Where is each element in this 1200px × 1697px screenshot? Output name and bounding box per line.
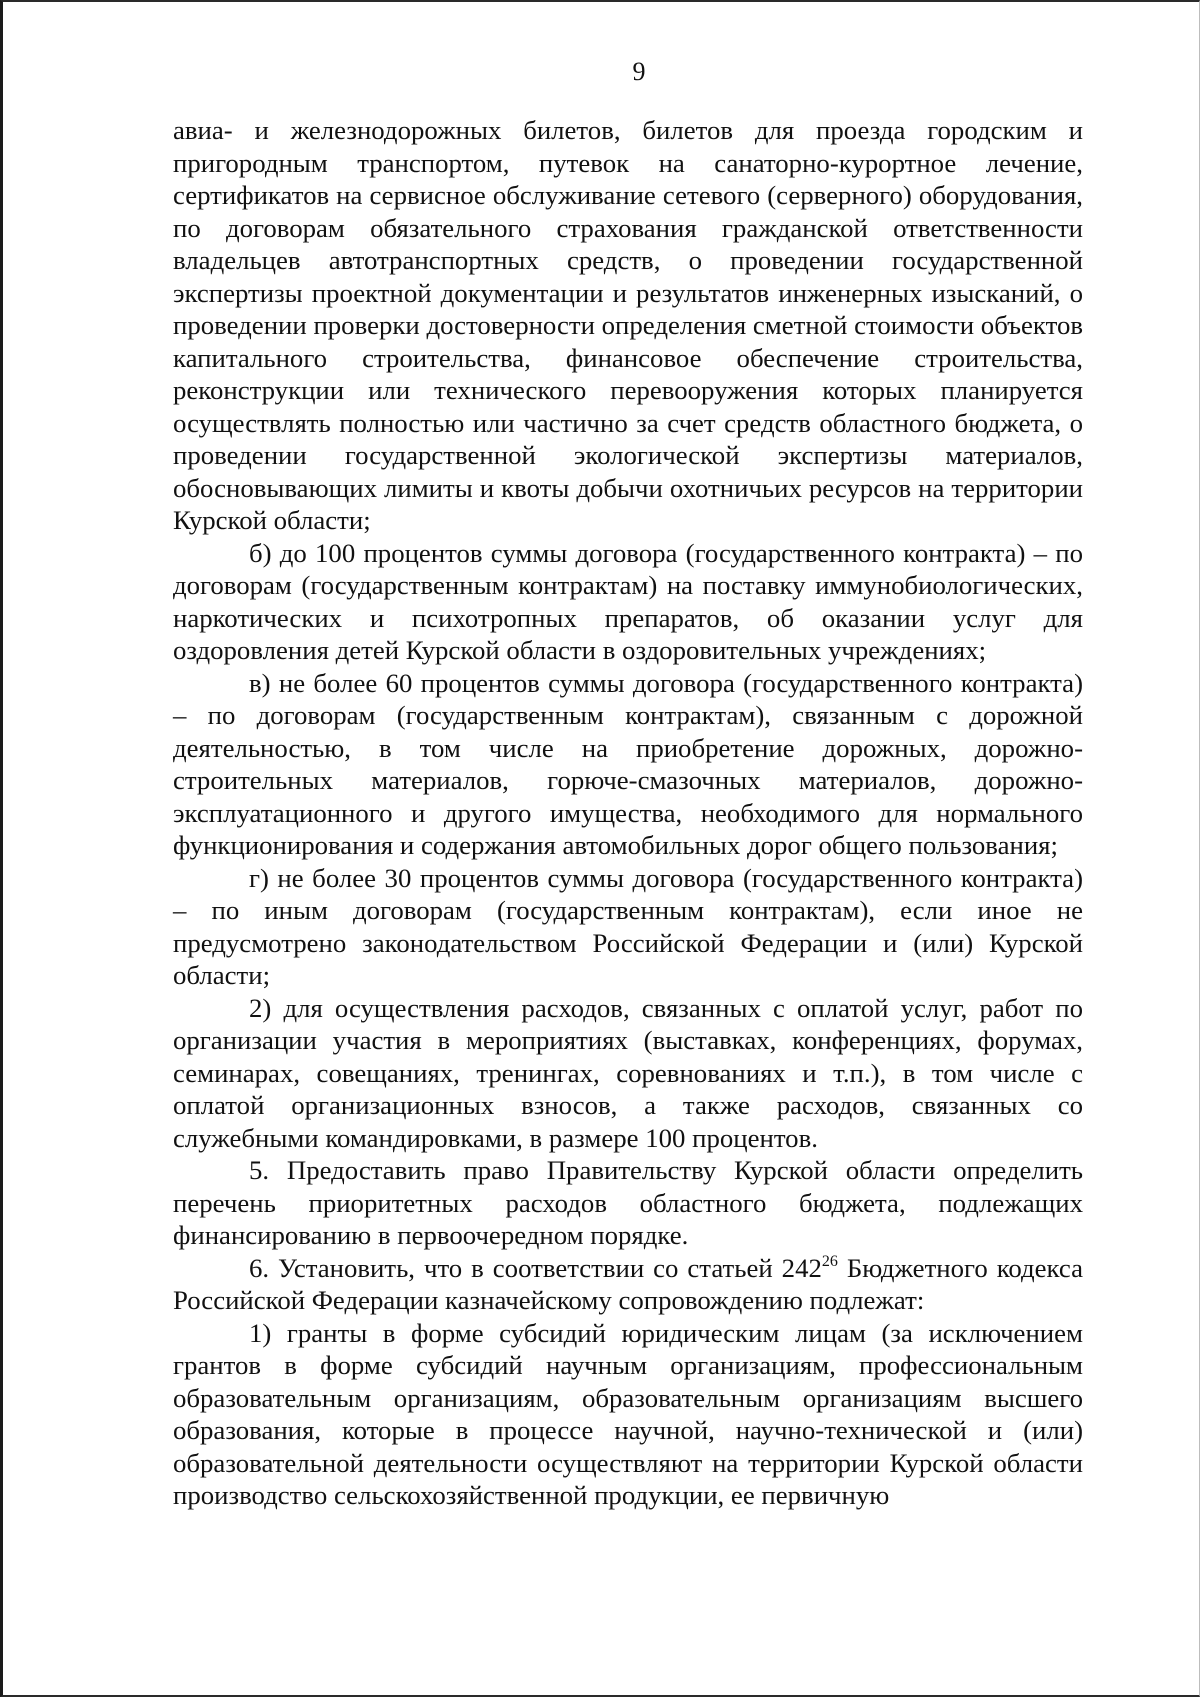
document-page <box>173 52 1083 1512</box>
paragraph-ticket-services: авиа- и железнодорожных билетов, билетов для проезда городским и пригородным транспортом, путевок на санаторно-курортное лечение, сертификатов на сервисное обслуживание сетевого (серверного) оборудования, по договорам обязательного страхования гражданской ответственности владельцев автотранспортных средств, о проведении государственной экспертизы проектной документации и результатов инженерных изысканий, о проведении проверки достоверности определения сметной стоимости объектов капитального строительства, финансовое обеспечение строительства, реконструкции или технического перевооружения которых планируется осуществлять полностью или частично за счет средств областного бюджета, о проведении государственной экологической экспертизы материалов, обосновывающих лимиты и квоты добычи охотничьих ресурсов на территории Курской области; <box>173 115 1083 535</box>
paragraph-item-g: г) не более 30 процентов суммы договора (государственного контракта) – по иным договорам (государственным контрактам), если иное не предусмотрено законодательством Российской Федерации и (или) Курской области; <box>173 862 1083 990</box>
paragraph-item-b: б) до 100 процентов суммы договора (государственного контракта) – по договорам (государственным контрактам) на поставку иммунобиологических, наркотических и психотропных препаратов, об оказании услуг для оздоровления детей Курской области в оздоровительных учреждениях; <box>173 537 1083 665</box>
article-superscript: 26 <box>821 1252 838 1270</box>
paragraph-clause-5: 5. Предоставить право Правительству Курской области определить перечень приоритетных расходов областного бюджета, подлежащих финансированию в первоочередном порядке. <box>173 1155 1083 1250</box>
clause-6-text-end: Бюджетного кодекса Российской Федерации казначейскому сопровождению подлежат: <box>173 1252 1083 1315</box>
paragraph-item-v: в) не более 60 процентов суммы договора (государственного контракта) – по договорам (государственным контрактам), связанным с дорожной деятельностью, в том числе на приобретение дорожных, дорожно-строительных материалов, горюче-смазочных материалов, дорожно-эксплуатационного и другого имущества, необходимого для нормального функционирования и содержания автомобильных дорог общего пользования; <box>173 667 1083 860</box>
paragraph-clause-6 <box>173 1252 1083 1317</box>
clause-6-text: 6. Установить, что в соответствии со статьей 242 <box>249 1252 822 1283</box>
page-number: 9 <box>632 57 646 86</box>
paragraph-grants-item-1: 1) гранты в форме субсидий юридическим лицам (за исключением грантов в форме субсидий научным организациям, профессиональным образовательным организациям, образовательным организациям высшего образования, которые в процессе научной, научно-технической и (или) образовательной деятельности осуществляют на территории Курской области производство сельскохозяйственной продукции, ее первичную <box>173 1317 1083 1510</box>
paragraph-item-2: 2) для осуществления расходов, связанных с оплатой услуг, работ по организации участия в мероприятиях (выставках, конференциях, форумах, семинарах, совещаниях, тренингах, соревнованиях и т.п.), в том числе с оплатой организационных взносов, а также расходов, связанных со служебными командировками, в размере 100 процентов. <box>173 992 1083 1153</box>
